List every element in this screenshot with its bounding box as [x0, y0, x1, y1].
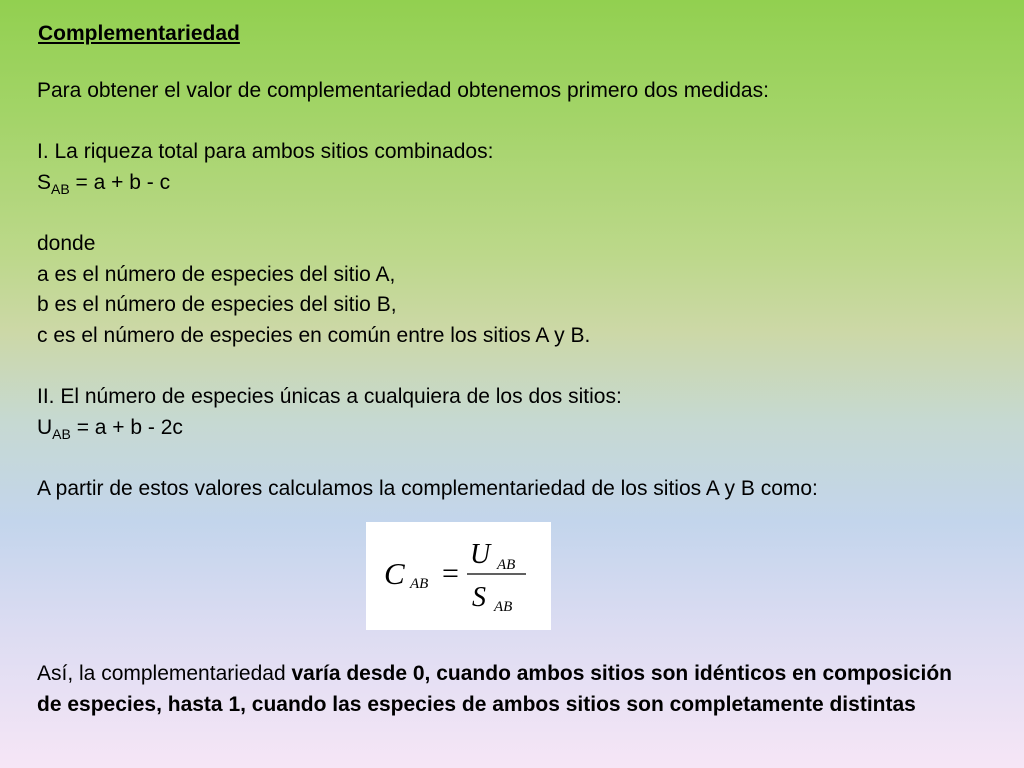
intro-text: Para obtener el valor de complementariedad obtenemos primero dos medidas:: [37, 79, 769, 102]
definition-a: a es el número de especies del sitio A,: [37, 262, 396, 286]
lead-in-text: A partir de estos valores calculamos la complementariedad de los sitios A y B como:: [37, 476, 818, 500]
spacer: [37, 107, 1012, 138]
formula-lhs-subscript: AB: [410, 576, 429, 592]
formula-numerator-subscript: AB: [497, 557, 516, 573]
measure1-symbol: S: [37, 170, 52, 194]
complementarity-formula-image: [366, 522, 551, 630]
measure1-formula: [37, 168, 1012, 199]
measure2-heading: II. El número de especies únicas a cualquiera de los dos sitios:: [37, 384, 622, 408]
measure2-symbol: U: [37, 415, 53, 439]
conclusion-line-1: [37, 658, 1012, 689]
conclusion-line-2: [37, 689, 1012, 720]
conclusion-plain: Así, la complementariedad: [37, 662, 292, 685]
definition-where: donde: [37, 231, 96, 255]
spacer: [37, 351, 1012, 382]
formula-equals: =: [442, 557, 459, 590]
measure1-subscript: AB: [51, 180, 70, 197]
conclusion-text: [37, 658, 1012, 720]
measure2-formula: [37, 413, 1012, 444]
measure1-expression: = a + b - c: [69, 170, 171, 194]
formula-svg: [366, 522, 551, 630]
conclusion-bold-2: de especies, hasta 1, cuando las especies de ambos sitios son completamente distintas: [37, 693, 916, 716]
measure2-subscript: AB: [52, 425, 71, 442]
body-text: [37, 76, 1012, 504]
measure2-expression: = a + b - 2c: [70, 415, 183, 439]
spacer: [37, 443, 1012, 474]
formula-numerator: U: [470, 539, 491, 570]
definition-c: c es el número de especies en común entre los sitios A y B.: [37, 323, 591, 347]
conclusion-bold-1: varía desde 0, cuando ambos sitios son idénticos en composición: [291, 662, 952, 685]
formula-lhs: C: [384, 556, 405, 591]
formula-denominator-subscript: AB: [494, 599, 513, 615]
formula-denominator: S: [472, 582, 486, 613]
slide-title: Complementariedad: [38, 22, 240, 45]
definition-b: b es el número de especies del sitio B,: [37, 293, 397, 317]
spacer: [37, 198, 1012, 229]
measure1-heading: I. La riqueza total para ambos sitios combinados:: [37, 140, 494, 164]
